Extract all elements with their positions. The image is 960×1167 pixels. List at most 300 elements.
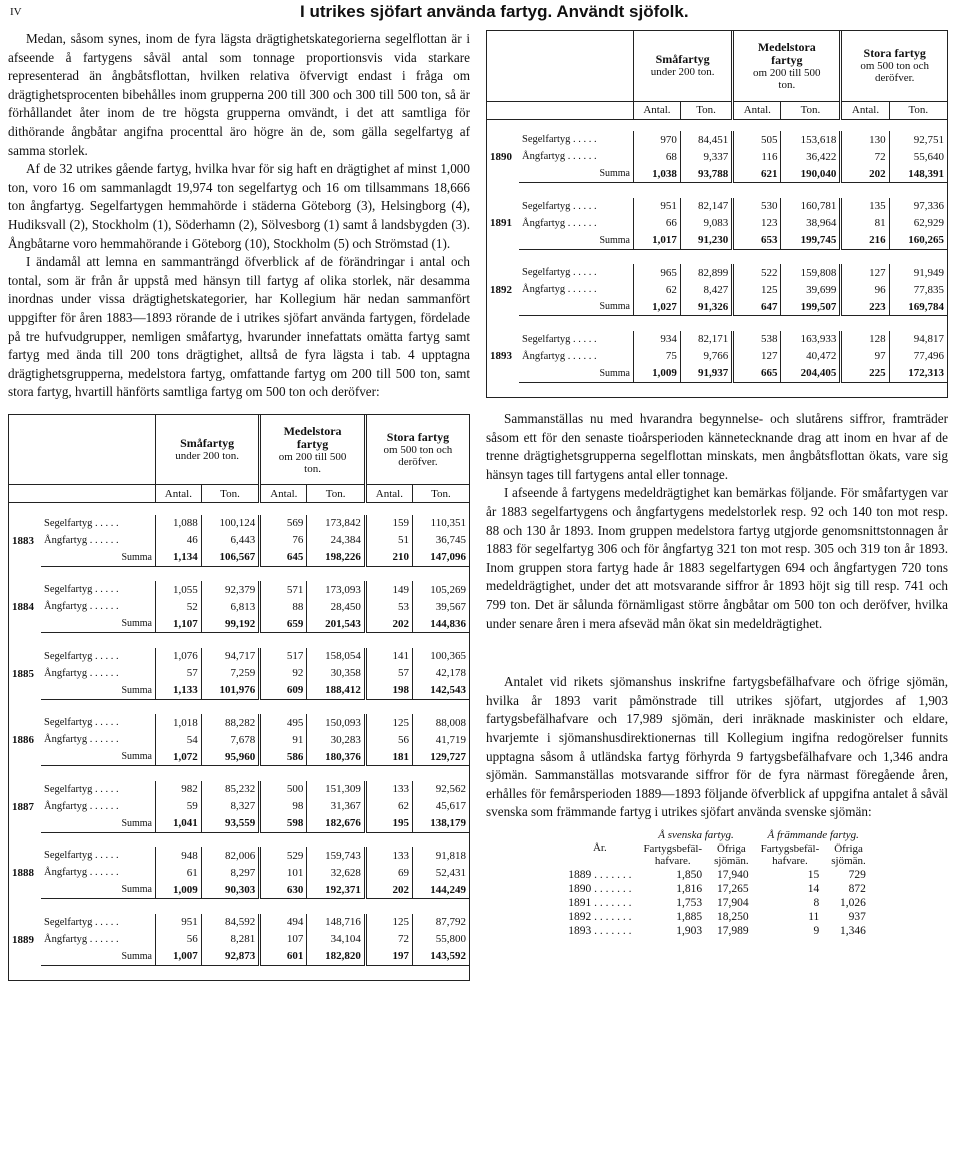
sum-value: 95,960 [201,748,260,766]
sum-value: 202 [841,165,889,183]
sailing-ships-label: Segelfartyg . . . . . [44,517,119,529]
paragraph-2: Af de 32 utrikes gående fartyg, hvilka hvar för sig haft en drägtighet af minst 1,000 ton, voro 16 om sammanlagdt 19,974 ton segelfartyg och 16 om tillsammans 18,666 ton ångfartyg. Segelfartygen hemmahörde i städerna Göteborg (3), Helsingborg (4), Hudiksvall (2), Stockholm (1), Söderhamn (2), Sölvesborg (1) samt å landsbygden (3). Ångbåtarne voro hemmahörande i Göteborg (10), Stockholm (5) och Strömstad (1). [8,161,470,251]
steam-value: 36,745 [412,532,469,549]
sailing-value: 934 [634,331,681,348]
steam-value: 116 [733,148,781,165]
sum-value: 93,788 [680,165,732,183]
ton-header: Ton. [412,485,469,503]
sum-value: 90,303 [201,881,260,899]
sailing-ships-label: Segelfartyg . . . . . [522,134,597,145]
steamships-label: Ångfartyg . . . . . . [44,867,119,879]
steam-value: 92 [260,665,307,682]
steam-value: 8,297 [201,864,260,881]
sailing-value: 150,093 [307,714,366,731]
sum-value: 621 [733,165,781,183]
seamen-value: 1,816 [676,882,703,895]
steamships-label: Ångfartyg . . . . . . [44,667,119,679]
sailing-ships-label: Segelfartyg . . . . . [44,717,119,729]
sum-value: 630 [260,881,307,899]
steam-value: 32,628 [307,864,366,881]
large-vessels-header: Stora fartyg om 500 ton och deröfver. [365,415,469,485]
page-title: I utrikes sjöfart använda fartyg. Användt sjöfolk. [300,2,689,21]
sum-value: 195 [365,815,412,833]
steam-value: 30,358 [307,665,366,682]
sailing-value: 529 [260,847,307,864]
antal-header: Antal. [365,485,412,503]
table-row [487,215,947,232]
sailing-ships-label: Segelfartyg . . . . . [44,783,119,795]
sum-value: 181 [365,748,412,766]
seamen-value: 1,903 [676,924,703,937]
paragraph-1: Medan, såsom synes, inom de fyra lägsta drägtighetskategorierna segelflottan är i afseende å fartygens såväl antal som tonnage proportionsvis vida starkare representerad än ångbåtsflottan, hvilken relativa öfvervigt endast i fråga om drägtighetsprocenten bibehålles inom grupperna 200 till 300 och 300 till 500 ton, så är förhållandet åter inom de tre högsta grupperna omvändt, i det att samtliga för dithörande ångbåtar angifna procenttal äro högre än de, som gälla segelfartyg af samma storlek. [8,31,470,158]
steam-value: 91 [260,731,307,748]
seamen-year: 1893 . . . . . . . [568,924,632,937]
sum-label: Summa [519,165,634,183]
steam-value: 75 [634,348,681,365]
sum-value: 198 [365,682,412,700]
table-row [9,798,469,815]
steamships-label: Ångfartyg . . . . . . [522,350,597,362]
page-header [10,2,950,24]
sailing-value: 158,054 [307,648,366,665]
steamships-label: Ångfartyg . . . . . . [522,217,597,229]
steam-value: 41,719 [412,731,469,748]
seamen-value: 17,265 [717,882,749,895]
seamen-value: 1,885 [676,910,703,923]
sum-label: Summa [41,615,156,633]
sum-value: 192,371 [307,881,366,899]
sailing-ships-label: Segelfartyg . . . . . [522,267,597,278]
steam-value: 57 [365,665,412,682]
sum-value: 190,040 [781,165,841,183]
table-row [487,264,947,281]
sum-value: 199,745 [781,232,841,250]
antal-header: Antal. [260,485,307,503]
paragraph-5: I afseende å fartygens medeldrägtighet kan bemärkas följande. För småfartygen var år 1883 segelfartygens och ångfartygens medelstorlek resp. 92 och 140 ton mot resp. 88 och 130 år 1893. Inom gruppen medelstora fartyg utgjorde genomsnittstonnagen år 1883 för segelfartyg 306 och för ångfartyg 321 ton mot resp. 305 och 319 ton år 1893. Inom gruppen stora fartyg hade år 1883 segelfartygen 694 och ångfartygen 720 tons medeldrägtighet, under det att motsvarande siffror år 1893 höjt sig till resp. 741 och 799 ton. Det är sålunda förnämligast större ångbåtar om 500 ton och deröfver, hvilka under senare åren i mera afseväd mån ökat sin medeldrägtighet. [486,485,948,631]
antal-header: Antal. [841,101,889,119]
steam-value: 39,699 [781,281,841,298]
steam-value: 9,766 [680,348,732,365]
steam-value: 54 [156,731,202,748]
sailing-value: 153,618 [781,131,841,148]
table-blank-header [487,31,634,101]
steam-value: 51 [365,532,412,549]
sum-value: 1,009 [156,881,202,899]
steam-value: 9,083 [680,215,732,232]
steam-value: 98 [260,798,307,815]
sailing-value: 500 [260,781,307,798]
seamen-others-header: Öfriga sjömän. [714,842,749,867]
sum-row [9,549,469,567]
steam-value: 68 [634,148,681,165]
sailing-value: 82,006 [201,847,260,864]
seamen-row [562,910,872,924]
sailing-value: 94,817 [889,331,947,348]
table-row [487,348,947,365]
table-row [9,781,469,798]
sum-label: Summa [519,298,634,316]
steam-value: 45,617 [412,798,469,815]
table-row [9,598,469,615]
sailing-value: 173,093 [307,581,366,598]
steam-value: 62 [634,281,681,298]
sum-value: 106,567 [201,549,260,567]
subheader-blank [487,101,634,119]
paragraph-3: I ändamål att lemna en sammanträngd öfverblick af de förändringar i antal och tontal, som är från år uppstå med hänsyn till fartyg af olika storlek, när desamma inordnas under vissa drägtighetskategorier, har Kollegium här nedan sammanfört uppgifter för åren 1883—1893 rörande de i utrikes sjöfart använda fartygen, fördelade på tre hufvudgrupper, nemligen småfartyg, hvarunder innefattats omätta fartyg samt fartyg med ända till 200 tons drägtighet, alltså de fyra lägsta i tab. 4 upptagna drägtighetsgrupperna, medelstora fartyg, omfattande fartyg om 200 till 500 ton, samt stora fartyg, hvartill hänförts samtliga fartyg om 500 ton och deröfver: [8,254,470,400]
seamen-value: 17,904 [717,896,749,909]
seamen-year: 1890 . . . . . . . [568,882,632,895]
sailing-ships-label: Segelfartyg . . . . . [44,650,119,662]
seamen-year: 1892 . . . . . . . [568,910,632,923]
seamen-officers-header: Fartygsbefäl- hafvare. [643,842,703,867]
antal-header: Antal. [156,485,202,503]
sailing-value: 982 [156,781,202,798]
steam-value: 55,800 [412,931,469,948]
sum-value: 1,009 [634,365,681,383]
year-label: 1891 [490,217,512,230]
subheader-blank [9,485,156,503]
steam-value: 7,259 [201,665,260,682]
sailing-value: 82,899 [680,264,732,281]
sum-value: 210 [365,549,412,567]
steam-value: 24,384 [307,532,366,549]
sum-value: 144,836 [412,615,469,633]
steam-value: 77,496 [889,348,947,365]
ton-header: Ton. [781,101,841,119]
steam-value: 6,813 [201,598,260,615]
steam-value: 31,367 [307,798,366,815]
seamen-value: 1,850 [676,868,703,881]
steam-value: 72 [365,931,412,948]
sum-value: 91,230 [680,232,732,250]
sailing-value: 517 [260,648,307,665]
sum-value: 1,038 [634,165,681,183]
sailing-value: 571 [260,581,307,598]
sum-row [487,298,947,316]
seamen-value: 18,250 [717,910,749,923]
sum-value: 92,873 [201,948,260,966]
steam-value: 28,450 [307,598,366,615]
sum-value: 598 [260,815,307,833]
sum-value: 172,313 [889,365,947,383]
steam-value: 76 [260,532,307,549]
sailing-value: 125 [365,914,412,931]
sailing-value: 1,088 [156,515,202,532]
seamen-value: 15 [807,868,820,881]
steam-value: 81 [841,215,889,232]
table-row [9,931,469,948]
seamen-row [562,896,872,910]
sum-value: 138,179 [412,815,469,833]
sailing-value: 522 [733,264,781,281]
sum-value: 91,326 [680,298,732,316]
sailing-ships-label: Segelfartyg . . . . . [44,916,119,928]
steamships-label: Ångfartyg . . . . . . [44,601,119,613]
sum-value: 93,559 [201,815,260,833]
table-row [9,648,469,665]
ton-header: Ton. [201,485,260,503]
sum-value: 148,391 [889,165,947,183]
steam-value: 34,104 [307,931,366,948]
small-vessels-header: Småfartyg under 200 ton. [156,415,260,485]
sum-value: 216 [841,232,889,250]
table-row [9,914,469,931]
sum-value: 1,134 [156,549,202,567]
seamen-value: 9 [813,924,820,937]
steam-value: 40,472 [781,348,841,365]
sailing-value: 1,076 [156,648,202,665]
sailing-value: 100,365 [412,648,469,665]
sum-value: 1,041 [156,815,202,833]
sailing-ships-label: Segelfartyg . . . . . [522,200,597,212]
sailing-value: 128 [841,331,889,348]
steam-value: 123 [733,215,781,232]
sum-row [9,881,469,899]
sum-value: 144,249 [412,881,469,899]
sailing-value: 141 [365,648,412,665]
sum-value: 169,784 [889,298,947,316]
table-row [9,714,469,731]
year-label: 1893 [490,350,512,363]
sailing-value: 110,351 [412,515,469,532]
left-column [8,30,470,981]
sum-value: 659 [260,615,307,633]
sum-value: 586 [260,748,307,766]
steamships-label: Ångfartyg . . . . . . [44,933,119,945]
paragraph-4: Sammanställas nu med hvarandra begynnelse- och slutårens siffror, framträder såsom ett för den senaste tioårsperioden kännetecknande drag att inom en hvar af de trenne drägtighetsgrupperna segelflottan minskats, men ångbåtsflottan ökats, vare sig hänsyn tages till fartygens antal eller tonnage. [486,411,948,482]
sum-value: 601 [260,948,307,966]
steamships-label: Ångfartyg . . . . . . [522,284,597,295]
steam-value: 62,929 [889,215,947,232]
table-blank-header [9,415,156,485]
seamen-value: 1,346 [839,924,866,937]
table-row [9,731,469,748]
sum-value: 143,592 [412,948,469,966]
seamen-year: 1889 . . . . . . . [568,868,632,881]
year-label: 1892 [490,283,512,296]
steam-value: 62 [365,798,412,815]
sum-value: 1,017 [634,232,681,250]
sailing-value: 149 [365,581,412,598]
sum-label: Summa [41,549,156,567]
sailing-value: 965 [634,264,681,281]
sum-value: 202 [365,881,412,899]
sum-row [9,615,469,633]
steam-value: 42,178 [412,665,469,682]
sailing-value: 494 [260,914,307,931]
sailing-value: 495 [260,714,307,731]
sailing-value: 92,751 [889,131,947,148]
sum-value: 1,007 [156,948,202,966]
year-label: 1888 [12,867,34,880]
sailing-value: 100,124 [201,515,260,532]
sum-value: 202 [365,615,412,633]
year-label: 1890 [490,150,512,163]
sum-value: 223 [841,298,889,316]
sailing-value: 82,171 [680,331,732,348]
sailing-value: 91,818 [412,847,469,864]
seamen-value: 1,026 [839,896,866,909]
steam-value: 61 [156,864,202,881]
sum-row [487,365,947,383]
sailing-value: 84,592 [201,914,260,931]
sum-value: 182,676 [307,815,366,833]
steamships-label: Ångfartyg . . . . . . [44,800,119,812]
steam-value: 69 [365,864,412,881]
page-number: IV [10,6,22,18]
year-label: 1889 [12,933,34,946]
ton-header: Ton. [307,485,366,503]
sum-value: 188,412 [307,682,366,700]
sum-row [9,748,469,766]
steam-value: 6,443 [201,532,260,549]
table-row [487,281,947,298]
right-column [486,30,948,938]
steam-value: 8,427 [680,281,732,298]
sum-value: 101,976 [201,682,260,700]
sum-value: 665 [733,365,781,383]
sailing-value: 948 [156,847,202,864]
year-label: 1887 [12,800,34,813]
steam-value: 97 [841,348,889,365]
sailing-value: 125 [365,714,412,731]
steamships-label: Ångfartyg . . . . . . [522,151,597,162]
sailing-value: 88,282 [201,714,260,731]
sum-value: 1,027 [634,298,681,316]
steam-value: 52,431 [412,864,469,881]
year-label: 1886 [12,734,34,747]
steam-value: 52 [156,598,202,615]
steam-value: 30,283 [307,731,366,748]
sailing-value: 951 [634,198,681,215]
steam-value: 56 [365,731,412,748]
seamen-value: 872 [848,882,866,895]
sailing-value: 85,232 [201,781,260,798]
seamen-row [562,868,872,882]
seamen-foreign-header: Å främmande fartyg. [767,828,859,841]
medium-vessels-header: Medelstora fartyg om 200 till 500 ton. [733,31,841,101]
sum-label: Summa [41,682,156,700]
steam-value: 72 [841,148,889,165]
sailing-value: 88,008 [412,714,469,731]
sum-label: Summa [41,815,156,833]
seamen-row [562,924,872,938]
sum-value: 225 [841,365,889,383]
large-vessels-header: Stora fartyg om 500 ton och deröfver. [841,31,947,101]
sum-value: 609 [260,682,307,700]
sum-value: 91,937 [680,365,732,383]
table-row [9,847,469,864]
sailing-value: 84,451 [680,131,732,148]
sailing-value: 173,842 [307,515,366,532]
table-row [9,864,469,881]
ton-header: Ton. [889,101,947,119]
seamen-value: 17,940 [717,868,749,881]
steam-value: 9,337 [680,148,732,165]
sailing-value: 133 [365,781,412,798]
sailing-ships-label: Segelfartyg . . . . . [44,584,119,596]
sailing-value: 148,716 [307,914,366,931]
sailing-value: 105,269 [412,581,469,598]
sum-value: 129,727 [412,748,469,766]
sailing-value: 569 [260,515,307,532]
sailing-ships-label: Segelfartyg . . . . . [44,850,119,862]
sailing-value: 133 [365,847,412,864]
steam-value: 8,281 [201,931,260,948]
seamen-value: 14 [807,882,820,895]
sailing-value: 91,949 [889,264,947,281]
sum-label: Summa [41,748,156,766]
table-row [9,532,469,549]
sailing-value: 951 [156,914,202,931]
sum-value: 180,376 [307,748,366,766]
seamen-value: 17,989 [717,924,749,937]
steam-value: 127 [733,348,781,365]
steam-value: 55,640 [889,148,947,165]
sum-value: 142,543 [412,682,469,700]
sum-value: 653 [733,232,781,250]
steam-value: 36,422 [781,148,841,165]
seamen-swedish-header: Å svenska fartyg. [658,828,734,841]
fleet-table-right [486,30,948,398]
sum-label: Summa [519,365,634,383]
steam-value: 59 [156,798,202,815]
steam-value: 125 [733,281,781,298]
table-row [487,148,947,165]
antal-header: Antal. [634,101,681,119]
sum-value: 147,096 [412,549,469,567]
paragraph-6: Antalet vid rikets sjömanshus inskrifne fartygsbefälhafvare och öfrige sjömän, hvilka år 1893 varit påmönstrade till utrikes sjöfart, utgjordes af 1,903 fartygsbefälhafvare och 17,989 sjömän, deri inräknade maskinister och eldare, hvarjemte i sjömanshusdirektionernas till Kollegium ingifna redogörelser funnits upptagna såsom å utländska fartyg förhyrda 9 fartygsbefälhafvare och 1,346 andra sjömän. Sammanställas motsvarande siffror för de fyra närmast föregående åren, erhålles för femårsperioden 1889—1893 följande öfverblick af uppgifna antalet å såväl svenska som främmande fartyg i utrikes sjöfart använda svenske sjömän: [486,674,948,820]
sum-label: Summa [41,881,156,899]
sailing-value: 151,309 [307,781,366,798]
sum-value: 182,820 [307,948,366,966]
sailing-value: 160,781 [781,198,841,215]
table-row [9,665,469,682]
small-vessels-header: Småfartyg under 200 ton. [634,31,733,101]
year-label: 1884 [12,601,34,614]
sailing-value: 1,018 [156,714,202,731]
steam-value: 57 [156,665,202,682]
sailing-value: 135 [841,198,889,215]
sum-row [9,682,469,700]
sum-label: Summa [519,232,634,250]
sum-row [487,165,947,183]
sailing-value: 87,792 [412,914,469,931]
sailing-value: 505 [733,131,781,148]
year-label: 1883 [12,534,34,547]
seamen-table [562,828,872,938]
sailing-value: 530 [733,198,781,215]
sum-value: 1,107 [156,615,202,633]
sum-row [9,815,469,833]
fleet-table-left [8,414,470,982]
sailing-value: 97,336 [889,198,947,215]
sum-value: 198,226 [307,549,366,567]
steamships-label: Ångfartyg . . . . . . [44,534,119,546]
seamen-value: 8 [813,896,820,909]
seamen-value: 937 [848,910,866,923]
sum-value: 197 [365,948,412,966]
steam-value: 56 [156,931,202,948]
steam-value: 107 [260,931,307,948]
sum-value: 204,405 [781,365,841,383]
ton-header: Ton. [680,101,732,119]
sailing-value: 130 [841,131,889,148]
steamships-label: Ångfartyg . . . . . . [44,734,119,746]
sum-value: 199,507 [781,298,841,316]
seamen-value: 729 [848,868,866,881]
table-row [9,515,469,532]
